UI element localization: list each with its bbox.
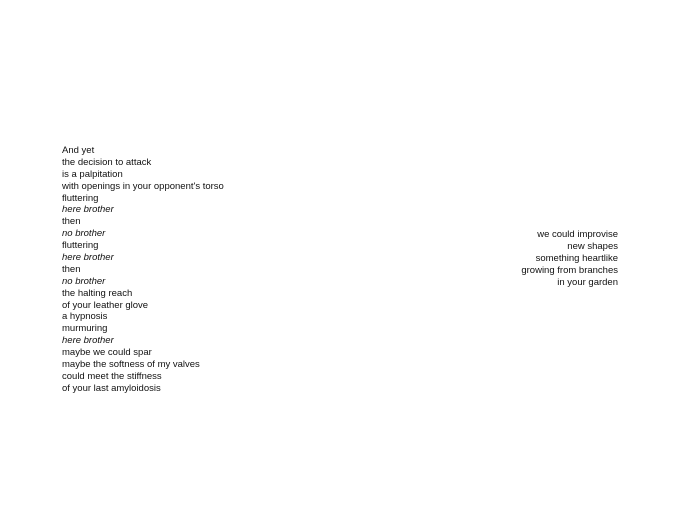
poem-right-line: something heartlike: [535, 252, 618, 264]
poem-left-line: is a palpitation: [62, 168, 123, 180]
poem-right-line: new shapes: [567, 240, 618, 252]
poem-left-line: the halting reach: [62, 287, 133, 299]
poem-left-line: then: [62, 263, 81, 275]
poem-right-line: in your garden: [557, 276, 618, 288]
poem-left-column: [62, 145, 224, 395]
poem-left-line: here brother: [62, 335, 114, 347]
poem-left-line: could meet the stiffness: [62, 370, 162, 382]
poem-left-line: maybe we could spar: [62, 347, 152, 359]
poem-left-line: of your last amyloidosis: [62, 382, 161, 394]
poem-left-line: maybe the softness of my valves: [62, 359, 200, 371]
poem-left-line: And yet: [62, 145, 95, 156]
poem-right-line: we could improvise: [537, 229, 618, 240]
poem-left-line: no brother: [62, 275, 106, 287]
poem-left-line: here brother: [62, 204, 114, 216]
poem-right-line: growing from branches: [521, 264, 618, 276]
poem-left-line: then: [62, 216, 81, 228]
poem-left-line: no brother: [62, 228, 106, 240]
poem-left-line: the decision to attack: [62, 156, 152, 168]
poem-left-line: here brother: [62, 252, 114, 264]
poem-left-line: murmuring: [62, 323, 108, 335]
poem-left-line: fluttering: [62, 192, 99, 204]
poem-left-line: of your leather glove: [62, 299, 149, 311]
poem-left-line: a hypnosis: [62, 311, 108, 323]
poem-right-column: [521, 229, 618, 288]
poem-left-line: fluttering: [62, 240, 99, 252]
poem-left-line: with openings in your opponent's torso: [62, 180, 224, 192]
